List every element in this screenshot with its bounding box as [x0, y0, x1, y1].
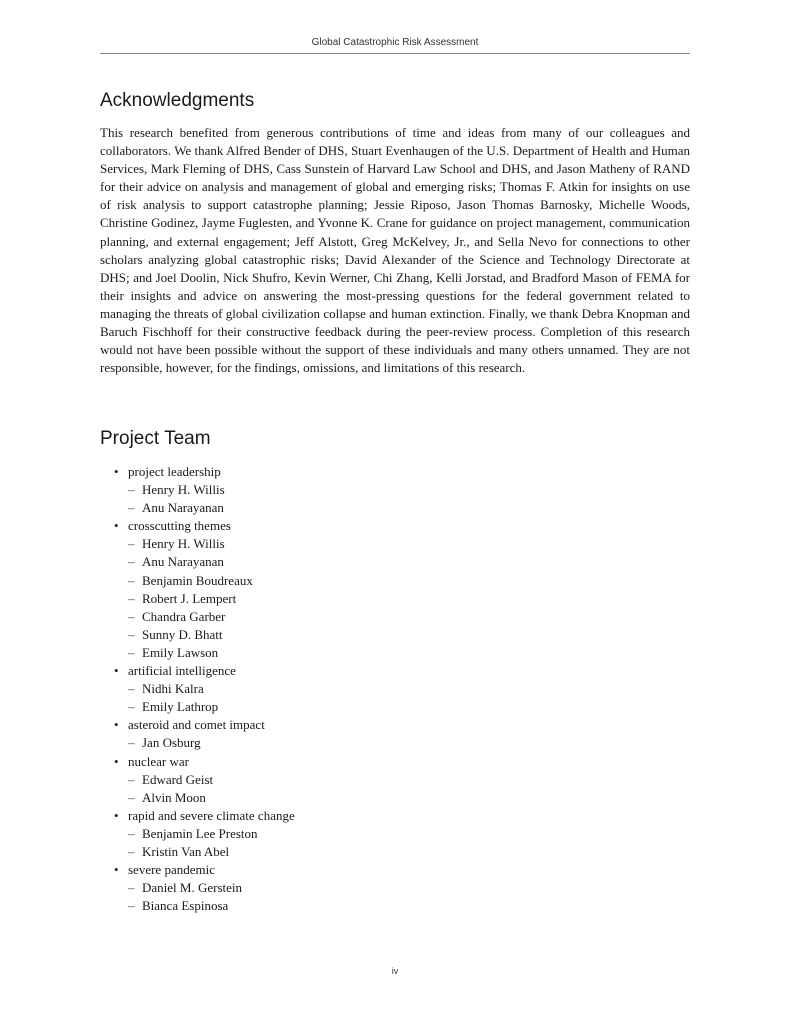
bullet-marker: • — [114, 862, 119, 878]
team-member — [128, 608, 295, 626]
team-group-label: severe pandemic — [128, 862, 215, 878]
dash-marker: – — [128, 572, 135, 588]
team-member-name: Emily Lawson — [142, 644, 219, 660]
member-list — [128, 771, 295, 807]
dash-marker: – — [128, 843, 135, 859]
team-member — [128, 626, 295, 644]
team-member-name: Benjamin Boudreaux — [142, 572, 253, 588]
team-member-name: Henry H. Willis — [142, 482, 225, 498]
dash-marker: – — [128, 626, 135, 642]
team-member — [128, 499, 295, 517]
team-member-name: Benjamin Lee Preston — [142, 825, 258, 841]
bullet-marker: • — [114, 753, 119, 769]
team-member — [128, 789, 295, 807]
dash-marker: – — [128, 825, 135, 841]
team-member-name: Kristin Van Abel — [142, 843, 230, 859]
team-member — [128, 734, 295, 752]
team-member — [128, 771, 295, 789]
team-member-name: Chandra Garber — [142, 608, 226, 624]
team-member — [128, 843, 295, 861]
dash-marker: – — [128, 590, 135, 606]
team-group — [114, 716, 295, 752]
page-number: iv — [391, 966, 399, 976]
team-group-label: project leadership — [128, 464, 221, 479]
team-group — [114, 517, 295, 662]
team-member-name: Edward Geist — [142, 771, 214, 787]
team-member-name: Bianca Espinosa — [142, 898, 229, 914]
header-divider — [100, 53, 690, 54]
team-member — [128, 535, 295, 553]
running-header: Global Catastrophic Risk Assessment — [311, 37, 479, 48]
member-list — [128, 680, 295, 716]
dash-marker: – — [128, 735, 135, 751]
dash-marker: – — [128, 771, 135, 787]
team-member — [128, 680, 295, 698]
dash-marker: – — [128, 536, 135, 552]
member-list — [128, 879, 295, 915]
project-team-list — [114, 463, 295, 915]
dash-marker: – — [128, 681, 135, 697]
team-group — [114, 807, 295, 861]
team-member — [128, 590, 295, 608]
dash-marker: – — [128, 644, 135, 660]
acknowledgments-heading: Acknowledgments — [100, 90, 255, 111]
team-member-name: Emily Lathrop — [142, 699, 219, 715]
team-member — [128, 553, 295, 571]
team-member — [128, 481, 295, 499]
team-member-name: Daniel M. Gerstein — [142, 880, 243, 896]
team-group — [114, 662, 295, 716]
team-group — [114, 861, 295, 915]
team-member — [128, 644, 295, 662]
team-group-label: rapid and severe climate change — [128, 807, 295, 823]
dash-marker: – — [128, 699, 135, 715]
bullet-marker: • — [114, 518, 119, 534]
dash-marker: – — [128, 898, 135, 914]
dash-marker: – — [128, 482, 135, 498]
member-list — [128, 734, 295, 752]
team-member-name: Jan Osburg — [142, 735, 201, 751]
project-team-heading: Project Team — [100, 428, 211, 449]
team-member — [128, 698, 295, 716]
team-member-name: Henry H. Willis — [142, 536, 225, 552]
team-member — [128, 572, 295, 590]
team-member — [128, 879, 295, 897]
bullet-marker: • — [114, 663, 119, 679]
member-list — [128, 481, 295, 517]
team-group — [114, 753, 295, 807]
dash-marker: – — [128, 880, 135, 896]
team-group-label: asteroid and comet impact — [128, 717, 265, 733]
bullet-marker: • — [114, 807, 119, 823]
team-member-name: Nidhi Kalra — [142, 681, 204, 697]
member-list — [128, 825, 295, 861]
dash-marker: – — [128, 608, 135, 624]
team-member-name: Anu Narayanan — [142, 554, 224, 570]
team-group-label: nuclear war — [128, 753, 189, 769]
team-group-label: crosscutting themes — [128, 518, 231, 534]
member-list — [128, 535, 295, 662]
team-member — [128, 897, 295, 915]
team-member — [128, 825, 295, 843]
bullet-marker: • — [114, 464, 119, 479]
acknowledgments-paragraph: This research benefited from generous contributions of time and ideas from many of our colleagues and collaborators. We thank Alfred Bender of DHS, Stuart Evenhaugen of the U.S. Department of Health and Human Services, Mark Fleming of DHS, Cass Sunstein of Harvard Law School and DHS, and Jason Matheny of RAND for their advice on analysis and management of global and emerging risks; Thomas F. Atkin for insights on use of risk analysis to support catastrophe planning; Jessie Riposo, Jason Thomas Barnosky, Michelle Woods, Christine Godinez, Jayme Fuglesten, and Yvonne K. Crane for guidance on project management, communication planning, and external engagement; Jeff Alstott, Greg McKelvey, Jr., and Sella Nevo for connections to other scholars analyzing global catastrophic risks; David Alexander of the Science and Technology Directorate at DHS; and Joel Doolin, Nick Shufro, Kevin Werner, Chi Zhang, Kelli Jorstad, and Bradford Mason of FEMA for their insights and advice on answering the most-pressing questions for the federal government related to managing the threats of global civilization collapse and human extinction. Finally, we thank Debra Knopman and Baruch Fischhoff for their constructive feedback during the peer-review process. Completion of this research would not have been possible without the support of these individuals and many others unnamed. They are not responsible, however, for the findings, omissions, and limitations of this research. — [100, 125, 690, 376]
team-member-name: Sunny D. Bhatt — [142, 626, 223, 642]
dash-marker: – — [128, 554, 135, 570]
team-member-name: Robert J. Lempert — [142, 590, 237, 606]
team-member-name: Anu Narayanan — [142, 500, 224, 516]
bullet-marker: • — [114, 717, 119, 733]
dash-marker: – — [128, 500, 135, 516]
team-member-name: Alvin Moon — [142, 789, 206, 805]
dash-marker: – — [128, 789, 135, 805]
team-group-label: artificial intelligence — [128, 663, 236, 679]
team-group — [114, 463, 295, 517]
